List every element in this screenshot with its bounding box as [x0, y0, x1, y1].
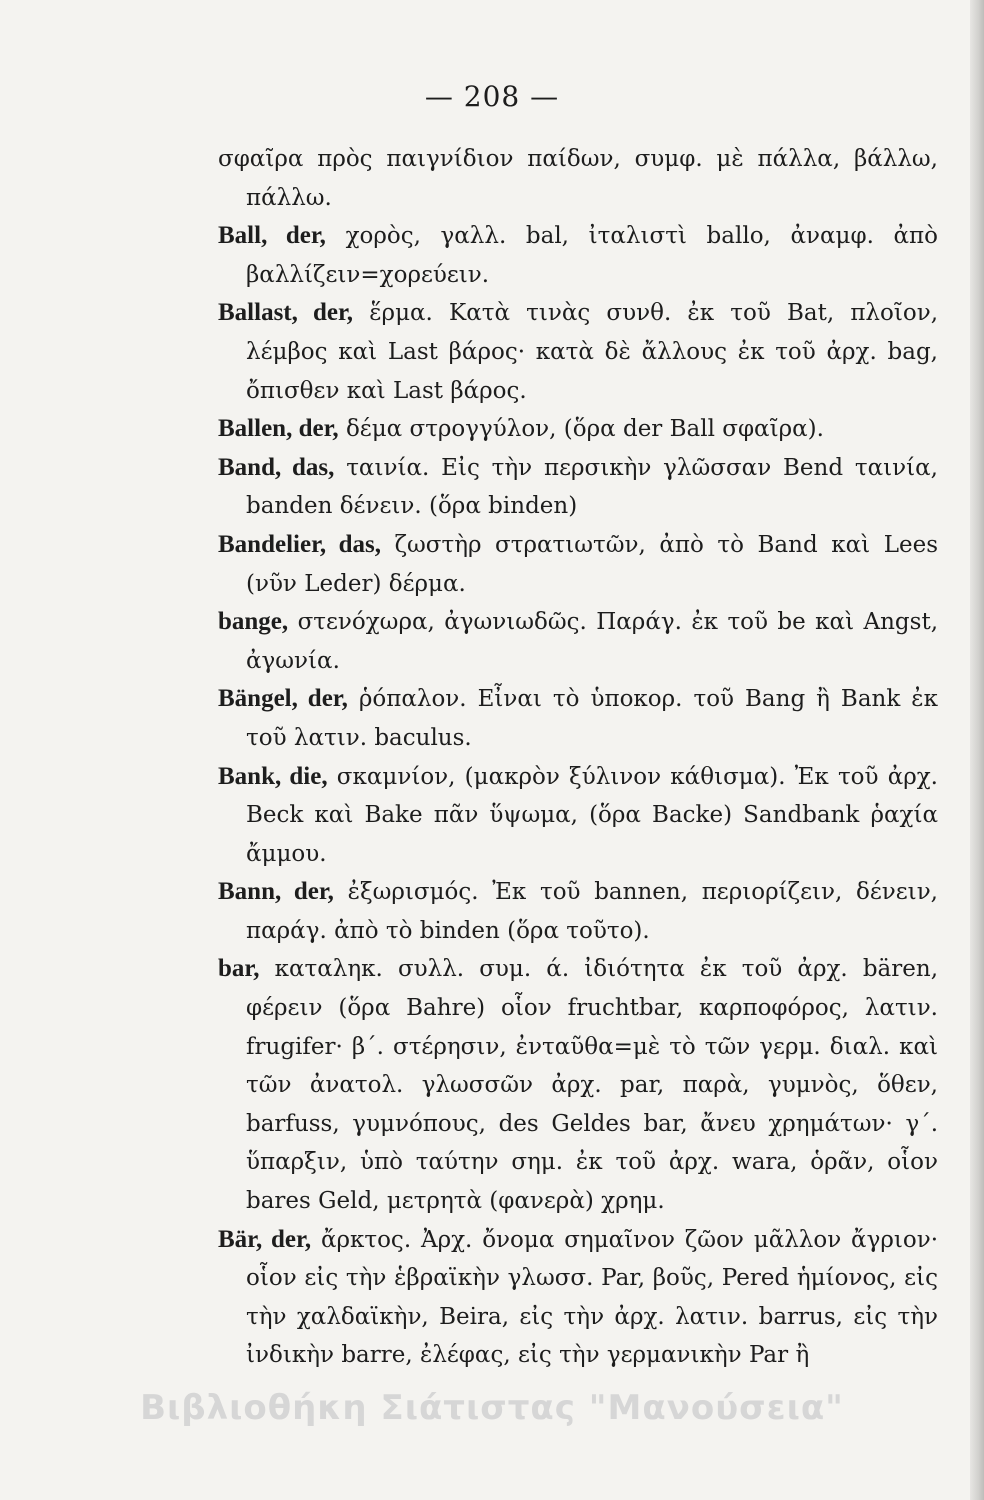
entry-definition: ἕρμα. Κατὰ τινὰς συνθ. ἐκ τοῦ Bat, πλοῖον, λέμβος καὶ Last βάρος· κατὰ δὲ ἄλλους ἐκ τοῦ ἀρχ. bag, ὄπισθεν καὶ Last βάρος.: [246, 300, 939, 404]
dictionary-entry: [218, 603, 938, 680]
dictionary-entry: [218, 140, 938, 217]
library-watermark: Βιβλιοθήκη Σιάτιστας "Μανούσεια": [140, 1388, 844, 1428]
dictionary-entry: [218, 294, 938, 410]
entry-definition: ζωστὴρ στρατιωτῶν, ἀπὸ τὸ Band καὶ Lees (νῦν Leder) δέρμα.: [246, 531, 939, 597]
entry-definition: δέμα στρογγύλον, (ὅρα der Ball σφαῖρα).: [345, 416, 824, 443]
entry-headword: Ballen, der,: [218, 415, 339, 443]
entry-definition: ταινία. Εἰς τὴν περσικὴν γλῶσσαν Bend ταινία, banden δένειν. (ὅρα binden): [246, 454, 938, 520]
dictionary-entry: [218, 758, 938, 874]
entry-headword: Bank, die,: [218, 762, 328, 790]
dictionary-entry: [218, 950, 938, 1220]
entry-definition: ῥόπαλον. Εἶναι τὸ ὑποκορ. τοῦ Bang ἢ Bank ἐκ τοῦ λατιν. baculus.: [246, 686, 939, 751]
dictionary-entry: [218, 526, 938, 603]
entry-headword: Bandelier, das,: [218, 530, 381, 558]
entry-definition: ἐξωρισμός. Ἐκ τοῦ bannen, περιορίζειν, δένειν, παράγ. ἀπὸ τὸ binden (ὅρα τοῦτο).: [246, 879, 938, 944]
entry-definition: ἄρκτος. Ἀρχ. ὄνομα σημαῖνον ζῶον μᾶλλον ἄγριον· οἷον εἰς τὴν ἑβραϊκὴν γλωσσ. Par, βοῦς, Pered ἡμίονος, εἰς τὴν χαλδαϊκὴν, Beira, εἰς τὴν ἀρχ. λατιν. barrus, εἰς τὴν ἰνδικὴν barre, ἐλέφας, εἰς τὴν γερμανικὴν Par ἢ: [246, 1226, 939, 1369]
entry-headword: Bängel, der,: [218, 685, 348, 713]
entry-headword: bar,: [218, 955, 260, 983]
entry-headword: Band, das,: [218, 453, 335, 481]
dictionary-text: [218, 140, 938, 1375]
dictionary-entry: [218, 680, 938, 757]
dictionary-entry: [218, 410, 938, 449]
entry-definition: σφαῖρα πρὸς παιγνίδιον παίδων, συμφ. μὲ πάλλα, βάλλω, πάλλω.: [218, 146, 938, 211]
entry-headword: Bann, der,: [218, 878, 334, 906]
book-spine-edge: [970, 0, 984, 1500]
entry-headword: Ballast, der,: [218, 299, 354, 327]
page-number: — 208 —: [424, 80, 560, 113]
dictionary-entry: [218, 449, 938, 526]
entry-definition: στενόχωρα, ἀγωνιωδῶς. Παράγ. ἐκ τοῦ be καὶ Angst, ἀγωνία.: [246, 609, 939, 674]
dictionary-entry: [218, 217, 938, 294]
entry-definition: χορὸς, γαλλ. bal, ἰταλιστὶ ballo, ἀναμφ. ἀπὸ βαλλίζειν=χορεύειν.: [246, 223, 939, 288]
entry-definition: σκαμνίον, (μακρὸν ξύλινον κάθισμα). Ἐκ τοῦ ἀρχ. Beck καὶ Bake πᾶν ὕψωμα, (ὅρα Backe) Sandbank ῥαχία ἄμμου.: [246, 763, 938, 867]
dictionary-entry: [218, 1221, 938, 1375]
dictionary-entry: [218, 873, 938, 950]
entry-headword: Bär, der,: [218, 1225, 312, 1253]
entry-headword: bange,: [218, 608, 289, 636]
entry-headword: Ball, der,: [218, 222, 326, 250]
entry-definition: καταληκ. συλλ. συμ. ά. ἰδιότητα ἐκ τοῦ ἀρχ. bären, φέρειν (ὅρα Bahre) οἷον fruchtbar, καρποφόρος, λατιν. frugifer· β΄. στέρησιν, ἐνταῦθα=μὲ τὸ τῶν γερμ. διαλ. καὶ τῶν ἀνατολ. γλωσσῶν ἀρχ. par, παρὰ, γυμνὸς, ὅθεν, barfuss, γυμνόπους, des Geldes bar, ἄνευ χρημάτων· γ΄. ὕπαρξιν, ὑπὸ ταύτην σημ. ἐκ τοῦ ἀρχ. wara, ὁρᾶν, οἷον bares Geld, μετρητὰ (φανερὰ) χρημ.: [246, 956, 939, 1215]
